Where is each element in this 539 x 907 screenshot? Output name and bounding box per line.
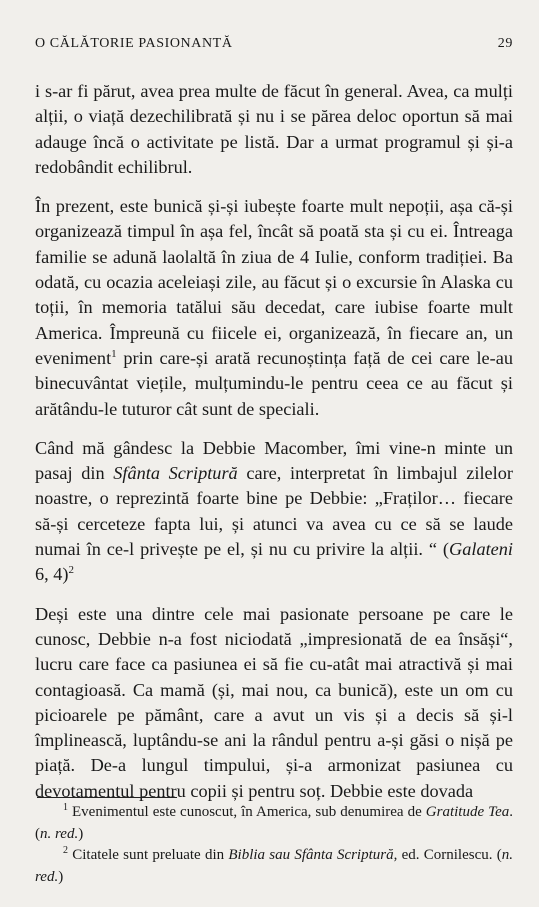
scripture-title: Sfânta Scriptură xyxy=(113,463,238,484)
paragraph-2: În prezent, este bunică și-și iubește foarte mult nepoții, așa că-și organizează timpul în așa fel, încât să poată sta și cu ei. Întreaga familie se adună laolaltă în ziua de 4 Iulie, conform tradiției. Ba odată, cu ocazia aceleiași zile, au făcut și o excursie în Alaska cu toții, în memoria tatălui său decedat, care iubise foarte mult America. Împreună cu fiicele ei, organizează, în fiecare an, un eveniment$^1$ prin care-și arată recunoștința față de cei care le-au binecuvântat viețile, mulțumindu-le pentru ceea ce au făcut și arătându-le tuturor cât sunt de speciali. xyxy=(35,196,513,419)
body-text xyxy=(35,79,513,818)
running-header xyxy=(35,36,513,56)
paragraph-4: Deși este una dintre cele mai pasionate persoane pe care le cunosc, Debbie n-a fost niciodată „impresionată de ea însăși“, lucru care face ca pasiunea ei să fie cu-atât mai atractivă și mai contagioasă. Ca mamă (și, mai nou, ca bunică), este un om cu picioarele pe pământ, care a avut un vis și a decis să și-l împlinească, luptându-se ani la rândul pentru a-și găsi o nișă pe piață. De-a lungul timpului, și-a armonizat pasiunea cu devotamentul pentru copii și pentru soț. Debbie este dovada xyxy=(35,603,513,801)
paragraph-3: Când mă gândesc la Debbie Macomber, îmi vine-n minte un pasaj din Sfânta Scriptură care, interpretat în limbajul zilelor noastre, o reprezintă foarte bine pe Debbie: „Fraților… fiecare să-și cerceteze fapta lui, și atunci va avea cu ce să se laude numai în ce-l privește pe el, și nu cu privire la alții. “ (Galateni 6, 4)$^2$ xyxy=(35,437,513,585)
footnote-ref-1: 1 xyxy=(111,347,117,360)
paragraph-1: i s-ar fi părut, avea prea multe de făcut în general. Avea, ca mulți alții, o viață dezechilibrată și nu i se părea deloc oportun să mai adauge încă o activitate pe listă. Dar a urmat programul și și-a redobândit echilibrul. xyxy=(35,81,513,177)
scripture-reference-book: Galateni xyxy=(449,539,513,560)
page-number: 29 xyxy=(497,36,513,51)
footnote-separator xyxy=(37,797,177,798)
footnote-1: $^1$ Evenimentul este cunoscut, în America, sub denumirea de Gratitude Tea. (n. red.) xyxy=(35,802,514,842)
footnote-2: $^2$ Citatele sunt preluate din Biblia sau Sfânta Scriptură, ed. Cornilescu. (n. red.) xyxy=(35,845,513,885)
footnote-ref-2: 2 xyxy=(68,564,75,577)
running-title: O CĂLĂTORIE PASIONANTĂ xyxy=(35,36,233,51)
footnotes xyxy=(35,802,513,888)
